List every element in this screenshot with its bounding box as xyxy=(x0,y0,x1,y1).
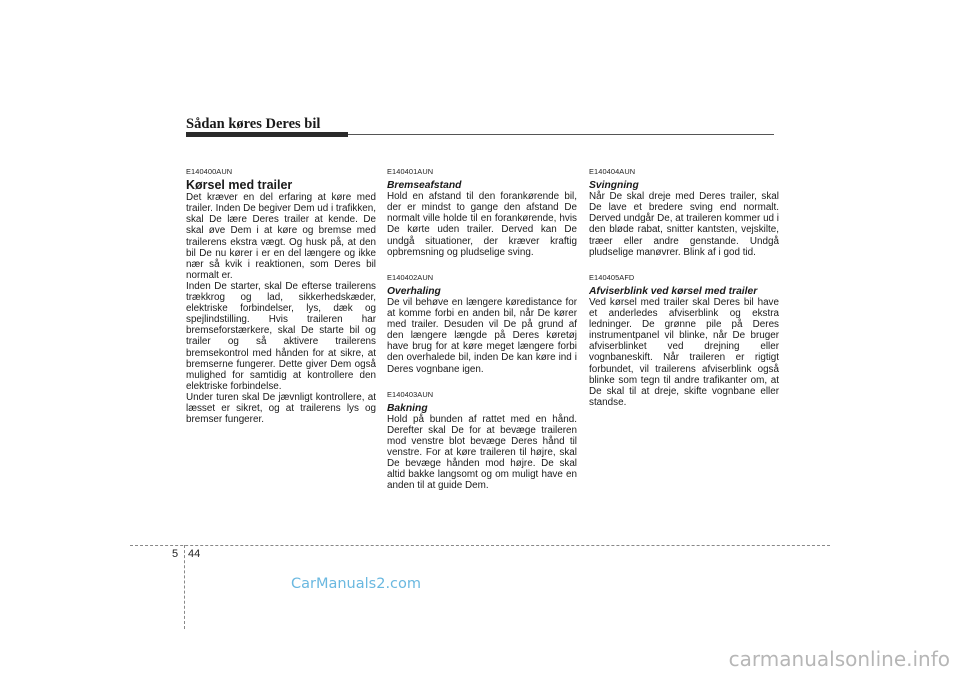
page-index: 44 xyxy=(188,548,201,560)
footer-rule xyxy=(130,545,830,546)
page-header-title: Sådan køres Deres bil xyxy=(186,116,321,132)
column-2 xyxy=(387,166,577,491)
section-code: E140403AUN xyxy=(387,389,434,399)
column-1 xyxy=(186,166,376,425)
paragraph: Hold en afstand til den forankørende bil, der er mindst to gange den afstand De normalt ville holde til en forankørende, hvis De kørte uden trailer. Derved kan De undgå situationer, der kræver kraftig opbremsning og pludselige sving. xyxy=(387,191,577,258)
watermark-right: carmanualsonline.info xyxy=(728,647,950,671)
paragraph: Ved kørsel med trailer skal Deres bil have et anderledes afviserblink og ekstra ledninger. De grønne pile på Deres instrumentpanel vil blinke, når De bruger afviserblinket ved drejning eller vognbaneskift. Når traileren er rigtigt forbundet, vil trailerens afviserblink også blinke som tegn til andre trafikanter om, at De skal til at dreje, skifte vognbane eller standse. xyxy=(589,296,779,408)
section-code: E140400AUN xyxy=(186,167,233,176)
subsection-title: Svingning xyxy=(589,180,639,192)
paragraph: De vil behøve en længere køredistance for at komme forbi en anden bil, når De kører med trailer. Desuden vil De på grund af den længere længde på Deres køretøj have brug for at køre meget længere forbi den overhalede bil, inden De kan køre ind i Deres vognbane igen. xyxy=(387,296,577,375)
footer-divider xyxy=(184,545,185,629)
subsection-title: Overhaling xyxy=(387,285,441,297)
subsection-title: Bakning xyxy=(387,402,428,414)
header-rule xyxy=(348,134,774,135)
paragraph: Under turen skal De jævnligt kontrollere, at læsset er sikret, og at trailerens lys og bremser fungerer. xyxy=(186,391,376,426)
paragraph: Hold på bunden af rattet med en hånd. Derefter skal De for at bevæge traileren mod venstre blot bevæge Deres hånd til venstre. For at køre traileren til højre, skal De bevæge hånden mod højre. De skal altid bakke langsomt og om muligt have en anden til at guide Dem. xyxy=(387,413,577,492)
paragraph: Når De skal dreje med Deres trailer, skal De lave et bredere sving end normalt. Derved undgår De, at traileren kommer ud i den bløde rabat, snitter kantsten, vejskilte, træer eller andre genstande. Undgå pludselige manøvrer. Blink af i god tid. xyxy=(589,191,779,258)
subsection-title: Bremseafstand xyxy=(387,180,462,192)
page-number xyxy=(172,548,201,560)
paragraph: Inden De starter, skal De efterse trailerens trækkrog og lad, sikkerhedskæder, elektriske forbindelser, lys, dæk og spejlindstilling. Hvis traileren har bremseforstærkere, skal De starte bil og trailer og så aktivere trailerens bremsekontrol med hånden for at sikre, at bremserne fungerer. Dette giver Dem også mulighed for samtidig at kontrollere den elektriske forbindelse. xyxy=(186,280,376,392)
section-code: E140402AUN xyxy=(387,272,434,282)
section-code: E140401AUN xyxy=(387,167,434,176)
chapter-number: 5 xyxy=(172,548,179,560)
section-code: E140404AUN xyxy=(589,167,636,176)
section-code: E140405AFD xyxy=(589,272,635,282)
section-heading: Kørsel med trailer xyxy=(186,178,293,193)
paragraph: Det kræver en del erfaring at køre med trailer. Inden De begiver Dem ud i trafikken, skal De lære Deres trailer at kende. De skal øve Dem i at køre og bremse med trailerens ekstra vægt. Og husk på, at den bil De nu kører i er en del længere og ikke nær så kvik i reaktionen, som Deres bil normalt er. xyxy=(186,192,376,281)
watermark-left: CarManuals2.com xyxy=(291,576,422,592)
subsection-title: Afviserblink ved kørsel med trailer xyxy=(589,285,758,297)
column-3 xyxy=(589,166,779,408)
header-bar xyxy=(186,132,348,137)
